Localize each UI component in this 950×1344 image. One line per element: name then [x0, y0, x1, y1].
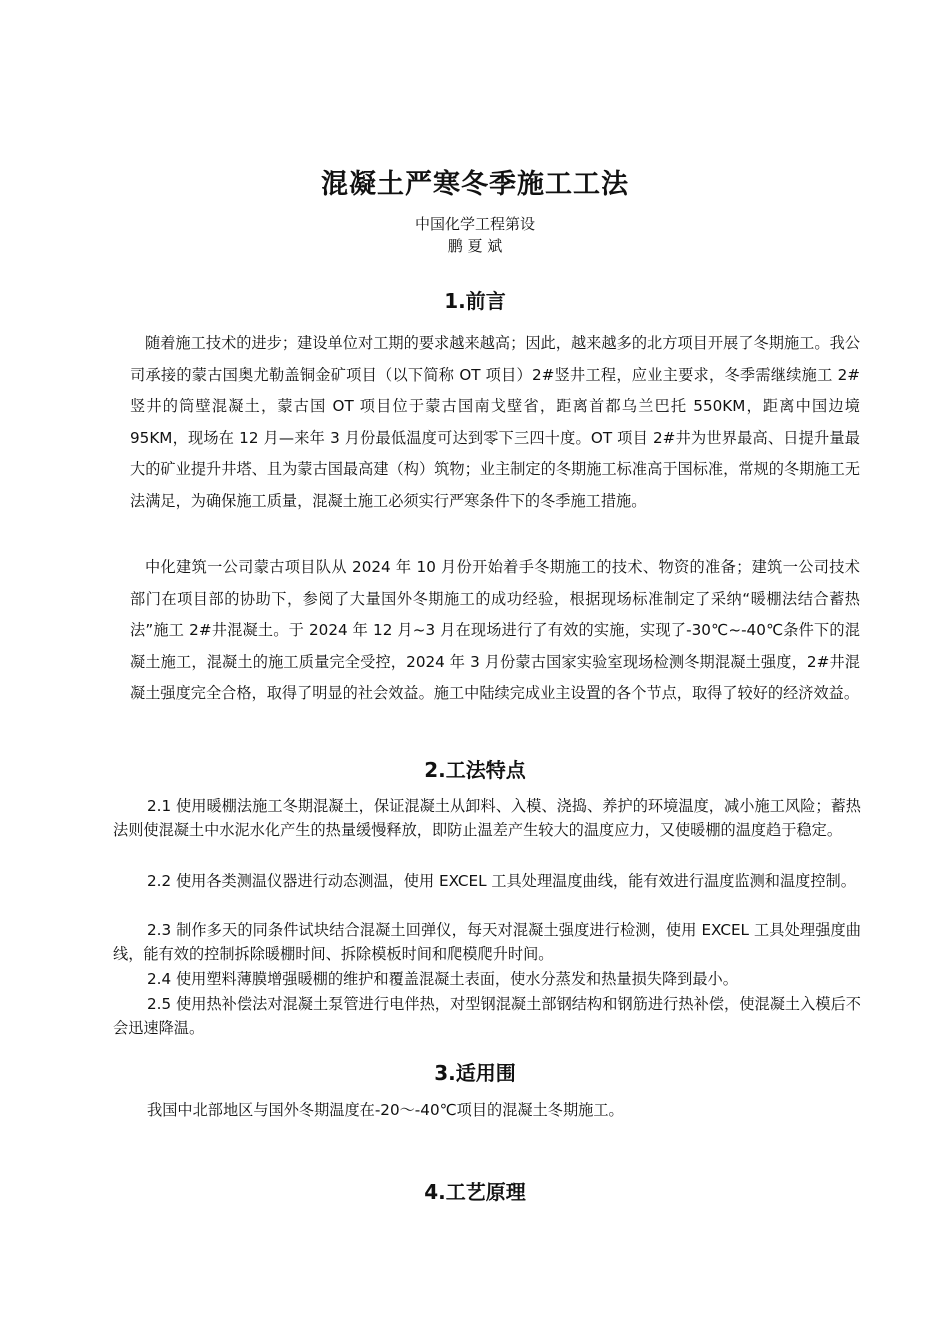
document-title: 混凝土严寒冬季施工工法 [321, 169, 629, 200]
preface-paragraph: 中化建筑一公司蒙古项目队从 2024 年 10 月份开始着手冬期施工的技术、物资的准备；建筑一公司技术部门在项目部的协助下，参阅了大量国外冬期施工的成功经验，根据现场标准制定了采纳“暖棚法结合蓄热法”施工 2#井混凝土。于 2024 年 12 月~3 月在现场进行了有效的实施，实现了-30℃~-40℃条件下的混凝土施工，混凝土的施工质量完全受控，2024 年 3 月份蒙古国家实验室现场检测冬期混凝土强度，2#井混凝土强度完全合格，取得了明显的社会效益。施工中陆续完成业主设置的各个节点，取得了较好的经济效益。 [130, 558, 860, 702]
section-heading-preface: 1.前言 [444, 289, 506, 313]
section-heading-principle: 4.工艺原理 [424, 1180, 526, 1204]
feature-item: 2.1 使用暖棚法施工冬期混凝土，保证混凝土从卸料、入模、浇捣、养护的环境温度，减小施工风险；蓄热法则使混凝土中水泥水化产生的热量缓慢释放，即防止温差产生较大的温度应力，又使暖棚的温度趋于稳定。 [113, 797, 861, 840]
preface-paragraph: 随着施工技术的进步；建设单位对工期的要求越来越高；因此，越来越多的北方项目开展了冬期施工。我公司承接的蒙古国奥尤勒盖铜金矿项目（以下简称 OT 项目）2#竖井工程，应业主要求，冬季需继续施工 2#竖井的筒壁混凝土，蒙古国 OT 项目位于蒙古国南戈壁省，距离首都乌兰巴托 550KM，距离中国边境 95KM，现场在 12 月—来年 3 月份最低温度可达到零下三四十度。OT 项目 2#井为世界最高、日提升量最大的矿业提升井塔、且为蒙古国最高建（构）筑物；业主制定的冬期施工标准高于国标准，常规的冬期施工无法满足，为确保施工质量，混凝土施工必须实行严寒条件下的冬季施工措施。 [130, 334, 860, 510]
document-organization: 中国化学工程第设 [414, 215, 535, 233]
scope-paragraph: 我国中北部地区与国外冬期温度在-20～-40℃项目的混凝土冬期施工。 [147, 1101, 624, 1119]
feature-item: 2.5 使用热补偿法对混凝土泵管进行电伴热，对型钢混凝土部钢结构和钢筋进行热补偿，使混凝土入模后不会迅速降温。 [113, 995, 861, 1038]
feature-item: 2.3 制作多天的同条件试块结合混凝土回弹仪，每天对混凝土强度进行检测，使用 EXCEL 工具处理强度曲线，能有效的控制拆除暖棚时间、拆除模板时间和爬模爬升时间。 [113, 921, 861, 964]
feature-item: 2.4 使用塑料薄膜增强暖棚的维护和覆盖混凝土表面，使水分蒸发和热量损失降到最小。 [147, 970, 738, 988]
section-heading-scope: 3.适用围 [434, 1061, 516, 1085]
document-author: 鹏 夏 斌 [447, 237, 503, 255]
feature-item: 2.2 使用各类测温仪器进行动态测温，使用 EXCEL 工具处理温度曲线，能有效进行温度监测和温度控制。 [147, 872, 856, 890]
section-heading-features: 2.工法特点 [424, 758, 526, 782]
